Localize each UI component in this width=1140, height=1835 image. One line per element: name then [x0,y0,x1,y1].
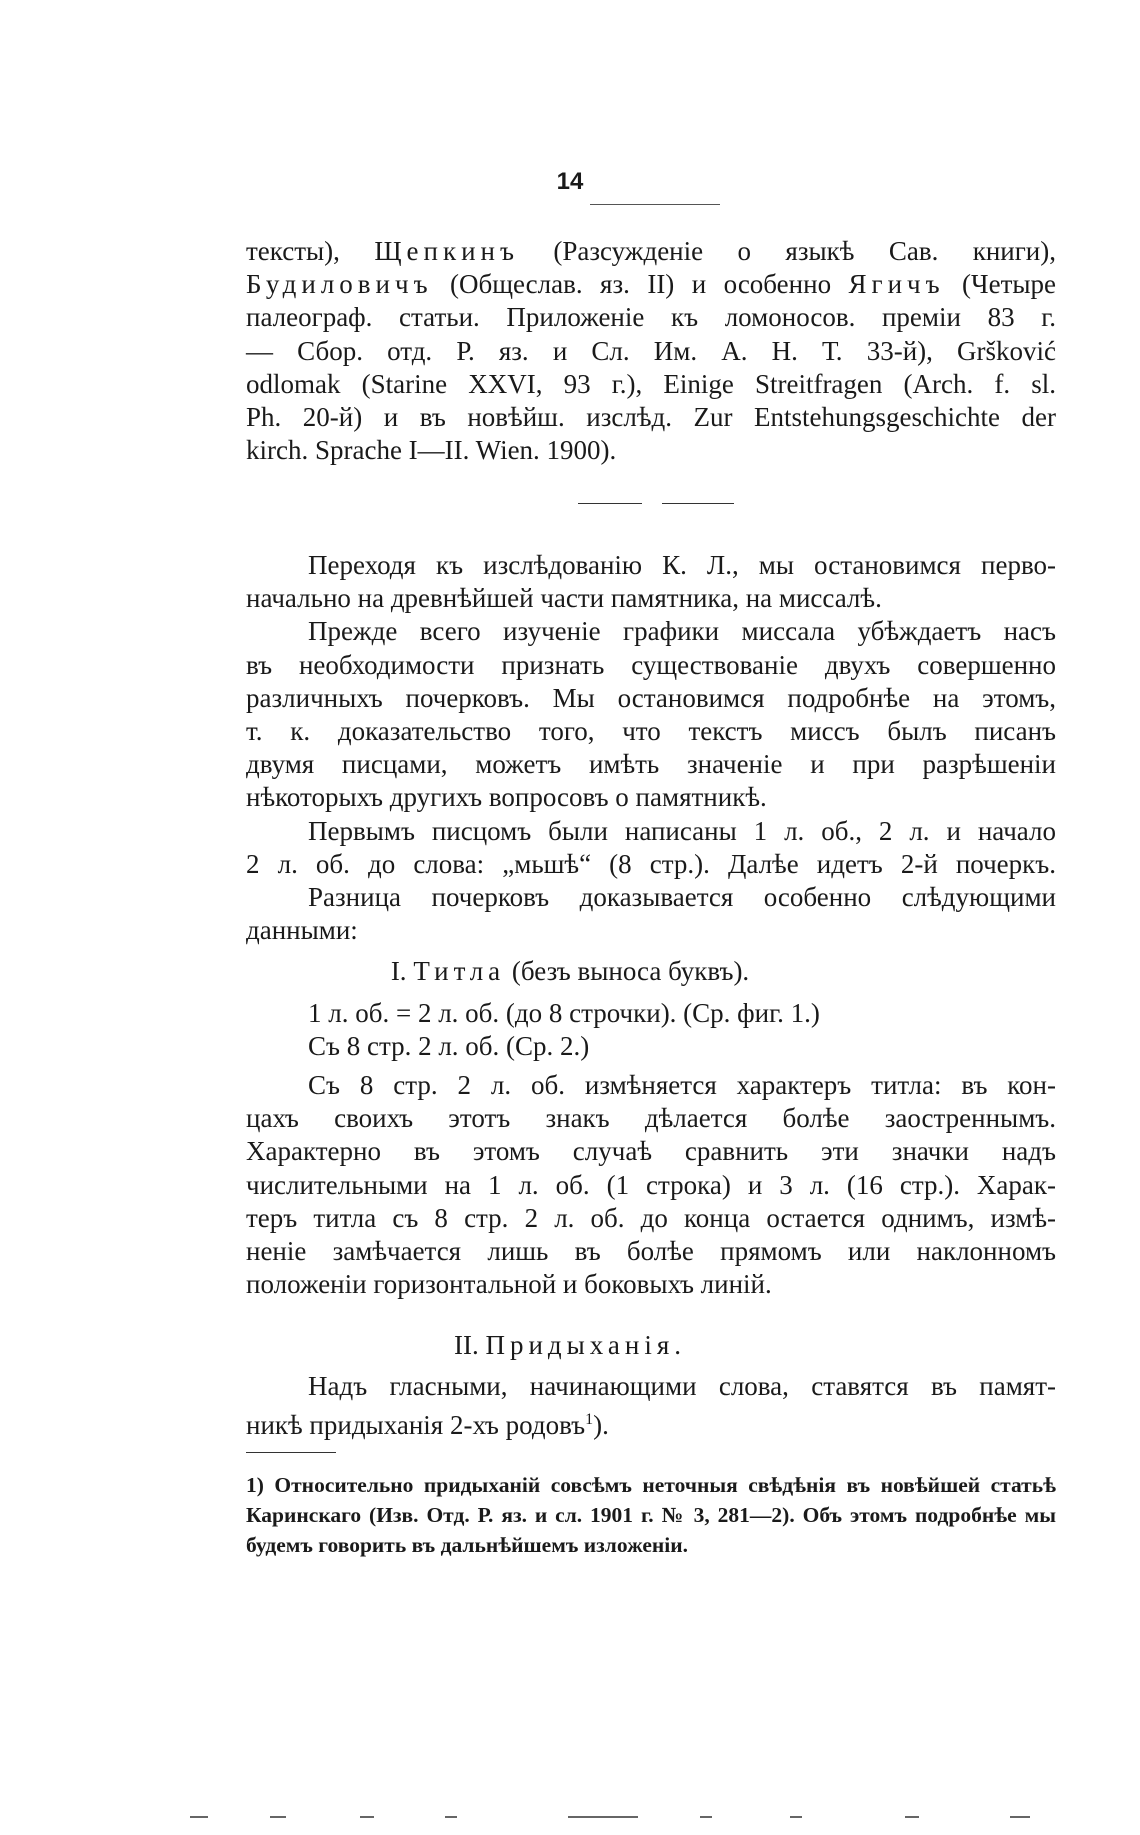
scan-edge-mark [270,1816,286,1818]
text-line: Съ 8 стр. 2 л. об. измѣняется характеръ титла: въ кон- [308,1070,1056,1100]
text-segment: kirch. Sprache I—II. Wien. 1900). [246,435,617,466]
scan-edge-mark [700,1816,712,1818]
text-line: Прежде всего изученіе графики миссала убѣждаетъ насъ [308,616,1056,647]
heading-titla-rest: (безъ выноса буквъ). [511,956,750,986]
scan-edge-mark [905,1816,919,1818]
text-line [246,401,1056,434]
titla-paragraph [246,1069,1056,1301]
text-line: нѣкоторыхъ другихъ вопросовъ о памятникѣ. [246,782,767,813]
heading-aspirations [0,1330,1140,1361]
text-segment: тексты), [246,236,375,266]
scan-edge-mark [190,1816,208,1818]
section-separator-right [662,503,734,504]
footnote [246,1470,1056,1560]
footnote-ref[interactable]: 1 [585,1411,594,1429]
text-segment: odlomak (Starine XXVI, 93 г.), Einige Streitfragen (Arch. f. sl. [246,368,1056,399]
heading-aspirations-number: II. [453,1330,479,1360]
top-paragraph [246,235,1056,467]
spaced-name: Ягичъ [848,269,945,300]
text-segment: палеограф. статьи. Приложеніе къ ломоносов. преміи 83 г. [246,302,1056,333]
text-line: числительными на 1 л. об. (1 строка) и 3 л. (16 стр.). Харак- [246,1169,1056,1200]
footnote-rule [246,1452,336,1453]
footnote-text: Относительно придыханій совсѣмъ неточныя свѣдѣнія въ новѣйшей статьѣ Каринскаго (Изв. Отд. Р. яз. и сл. 1901 г. № 3, 281—2). Объ этомъ подробнѣе мы будемъ говорить въ дальнѣйшемъ изложеніи. [246,1473,1057,1557]
text-line: данными: [246,915,358,946]
footnote-marker: 1) [246,1473,264,1497]
titla-line: 1 л. об. = 2 л. об. (до 8 строчки). (Ср. фиг. 1.) [308,998,820,1028]
text-line [246,434,1056,467]
scan-edge-mark [790,1816,802,1818]
text-line: Переходя къ изслѣдованію К. Л., мы остановимся перво- [308,550,1056,580]
page-number: 14 [556,168,584,195]
text-line: никѣ придыханія 2-хъ родовъ$^1$). [246,1410,609,1441]
text-line: Первымъ писцомъ были написаны 1 л. об., 2 л. и начало [308,815,1056,846]
titla-line: Съ 8 стр. 2 л. об. (Ср. 2.) [308,1031,590,1062]
text-line: Надъ гласными, начинающими слова, ставятся въ памят- [308,1371,1056,1401]
text-line: Характерно въ этомъ случаѣ сравнить эти значки надъ [246,1136,1056,1167]
text-segment: (Разсужденіе о языкѣ Сав. книги), [518,236,1057,266]
aspiration-paragraph [246,1370,1056,1442]
text-line: различныхъ почерковъ. Мы остановимся подробнѣе на этомъ, [246,682,1056,713]
heading-titla-number: I. [390,956,407,986]
scan-edge-mark [445,1816,457,1818]
text-line: 2 л. об. до слова: „мьшѣ“ (8 стр.). Далѣе идетъ 2-й почеркъ. [246,848,1056,879]
text-line: теръ титла съ 8 стр. 2 л. об. до конца остается однимъ, измѣ- [246,1202,1056,1233]
text-segment: (Четыре [944,269,1056,300]
text-line: Разница почерковъ доказывается особенно слѣдующими [308,882,1056,913]
scan-edge-mark [1010,1816,1030,1818]
text-line [246,335,1056,368]
spaced-name: Щепкинъ [374,236,519,266]
text-line: неніе замѣчается лишь въ болѣе прямомъ или наклонномъ [246,1236,1056,1267]
page-number-rule [590,204,720,205]
text-line: начально на древнѣйшей части памятника, на миссалѣ. [246,583,882,614]
section-separator-left [578,503,642,504]
text-line [246,301,1056,334]
titla-comparison [308,997,1008,1063]
text-segment: (Общеслав. яз. II) и особенно [432,269,849,300]
text-segment: Ph. 20-й) и въ новѣйш. изслѣд. Zur Entstehungsgeschichte der [246,402,1056,433]
text-line: т. к. доказательство того, что текстъ миссъ былъ писанъ [246,716,1056,747]
text-line [246,368,1056,401]
text-segment: — Сбор. отд. Р. яз. и Сл. Им. А. Н. Т. 33-й), Gršković [246,335,1056,366]
heading-titla-word: Титла [413,956,506,986]
main-text [246,549,1056,947]
text-line [246,235,1056,268]
text-line: положеніи горизонтальной и боковыхъ линій. [246,1269,772,1300]
text-line [246,268,1056,301]
heading-titla [0,956,1140,987]
spaced-name: Будиловичъ [246,269,433,300]
scan-edge-mark [568,1816,638,1818]
text-line: цахъ своихъ этотъ знакъ дѣлается болѣе заостреннымъ. [246,1103,1056,1134]
scan-edge-mark [360,1816,374,1818]
heading-aspirations-word: Придыханія. [485,1330,687,1360]
text-line: въ необходимости признать существованіе двухъ совершенно [246,649,1056,680]
text-line: двумя писцами, можетъ имѣть значеніе и при разрѣшеніи [246,749,1056,780]
